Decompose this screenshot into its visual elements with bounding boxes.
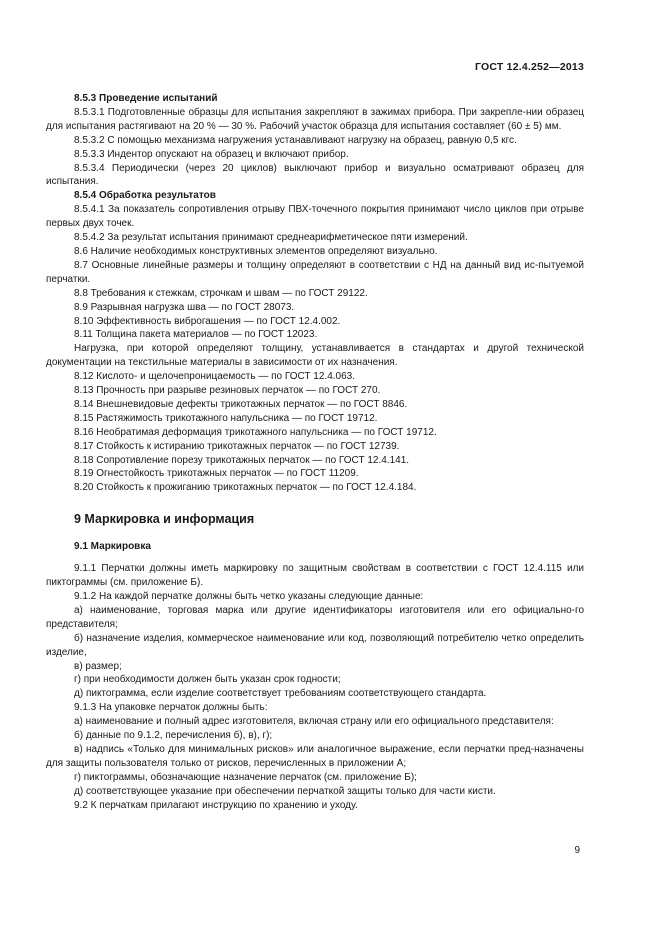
paragraph: 8.16 Необратимая деформация трикотажного напульсника — по ГОСТ 19712. [74, 426, 437, 438]
paragraph: д) пиктограмма, если изделие соответствует требованиям соответствующего стандарта. [74, 688, 487, 700]
paragraph: а) наименование и полный адрес изготовителя, включая страну или его официального представителя: [74, 716, 554, 728]
paragraph: Нагрузка, при которой определяют толщину, устанавливается в стандартах и другой технической документации на текстильные материалы в зависимости от их назначения. [46, 343, 584, 369]
paragraph: а) наименование, торговая марка или другие идентификаторы изготовителя или его официально-го представителя; [46, 604, 584, 630]
paragraph: 8.8 Требования к стежкам, строчкам и швам — по ГОСТ 29122. [74, 287, 368, 299]
paragraph: 8.20 Стойкость к прожиганию трикотажных перчаток — по ГОСТ 12.4.184. [74, 482, 417, 494]
paragraph: 8.15 Растяжимость трикотажного напульсника — по ГОСТ 19712. [74, 412, 378, 424]
paragraph: 8.5.4.1 За показатель сопротивления отрыву ПВХ-точечного покрытия принимают число циклов при отрыве первых двух точек. [46, 204, 584, 230]
section-9-title: 9 Маркировка и информация [74, 512, 255, 527]
paragraph: г) пиктограммы, обозначающие назначение перчаток (см. приложение Б); [74, 771, 417, 783]
paragraph: 8.12 Кислото- и щелочепроницаемость — по ГОСТ 12.4.063. [74, 371, 355, 383]
paragraph: 8.5.3.3 Индентор опускают на образец и включают прибор. [74, 148, 349, 160]
paragraph: б) назначение изделия, коммерческое наименование или код, позволяющий потребителю четко определить изделие, [46, 632, 584, 658]
subsection-9-1-title: 9.1 Маркировка [74, 541, 151, 553]
paragraph: 8.5.4.2 За результат испытания принимают среднеарифметическое пяти измерений. [74, 232, 468, 244]
paragraph: д) соответствующее указание при обеспечении перчаткой защиты только для части кисти. [74, 785, 496, 797]
paragraph: 9.1.1 Перчатки должны иметь маркировку по защитным свойствам в соответствии с ГОСТ 12.4.115 или пиктограммы (см. приложение Б). [46, 563, 584, 589]
paragraph: 8.19 Огнестойкость трикотажных перчаток — по ГОСТ 11209. [74, 468, 359, 480]
paragraph: 8.14 Внешневидовые дефекты трикотажных перчаток — по ГОСТ 8846. [74, 398, 408, 410]
paragraph: г) при необходимости должен быть указан срок годности; [74, 674, 341, 686]
page-content [46, 92, 584, 813]
section-9-body [46, 562, 584, 812]
page-number: 9 [574, 845, 580, 856]
paragraph: 8.6 Наличие необходимых конструктивных элементов определяют визуально. [74, 245, 438, 257]
paragraph: 9.2 К перчаткам прилагают инструкцию по хранению и уходу. [74, 799, 358, 811]
paragraph: 8.18 Сопротивление порезу трикотажных перчаток — по ГОСТ 12.4.141. [74, 454, 410, 466]
paragraph: б) данные по 9.1.2, перечисления б), в), г); [74, 730, 273, 742]
paragraph: 8.7 Основные линейные размеры и толщину определяют в соответствии с НД на данный вид ис-пытуемой перчатки. [46, 259, 584, 285]
subsection-heading: 8.5.3 Проведение испытаний [74, 93, 218, 104]
paragraph: 8.5.3.2 С помощью механизма нагружения устанавливают нагрузку на образец, равную 0,5 кгс. [74, 134, 517, 146]
paragraph: 8.13 Прочность при разрыве резиновых перчаток — по ГОСТ 270. [74, 385, 381, 397]
subsection-heading: 8.5.4 Обработка результатов [74, 190, 216, 202]
paragraph: 8.5.3.4 Периодически (через 20 циклов) выключают прибор и визуально осматривают образец для испытания. [46, 162, 584, 188]
paragraph: в) размер; [74, 660, 122, 672]
paragraph: 8.17 Стойкость к истиранию трикотажных перчаток — по ГОСТ 12739. [74, 440, 400, 452]
paragraph: в) надпись «Только для минимальных рисков» или аналогичное выражение, если перчатки пред-назначены для защиты пользователя только от рисков, перечисленных в приложении А; [46, 743, 584, 769]
paragraph: 8.11 Толщина пакета материалов — по ГОСТ 12023. [74, 329, 318, 341]
section-8-continued [46, 92, 584, 495]
paragraph: 9.1.3 На упаковке перчаток должны быть: [74, 702, 268, 714]
paragraph: 8.5.3.1 Подготовленные образцы для испытания закрепляют в зажимах прибора. При закрепле-нии образец для испытания растягивают на 20 % — 30 %. Рабочий участок образца для испытания составляет (60 ± 5) мм. [46, 106, 584, 132]
paragraph: 8.10 Эффективность виброгашения — по ГОСТ 12.4.002. [74, 315, 341, 327]
paragraph: 8.9 Разрывная нагрузка шва — по ГОСТ 28073. [74, 301, 295, 313]
paragraph: 9.1.2 На каждой перчатке должны быть четко указаны следующие данные: [74, 591, 424, 602]
document-number-header: ГОСТ 12.4.252—2013 [475, 61, 584, 73]
